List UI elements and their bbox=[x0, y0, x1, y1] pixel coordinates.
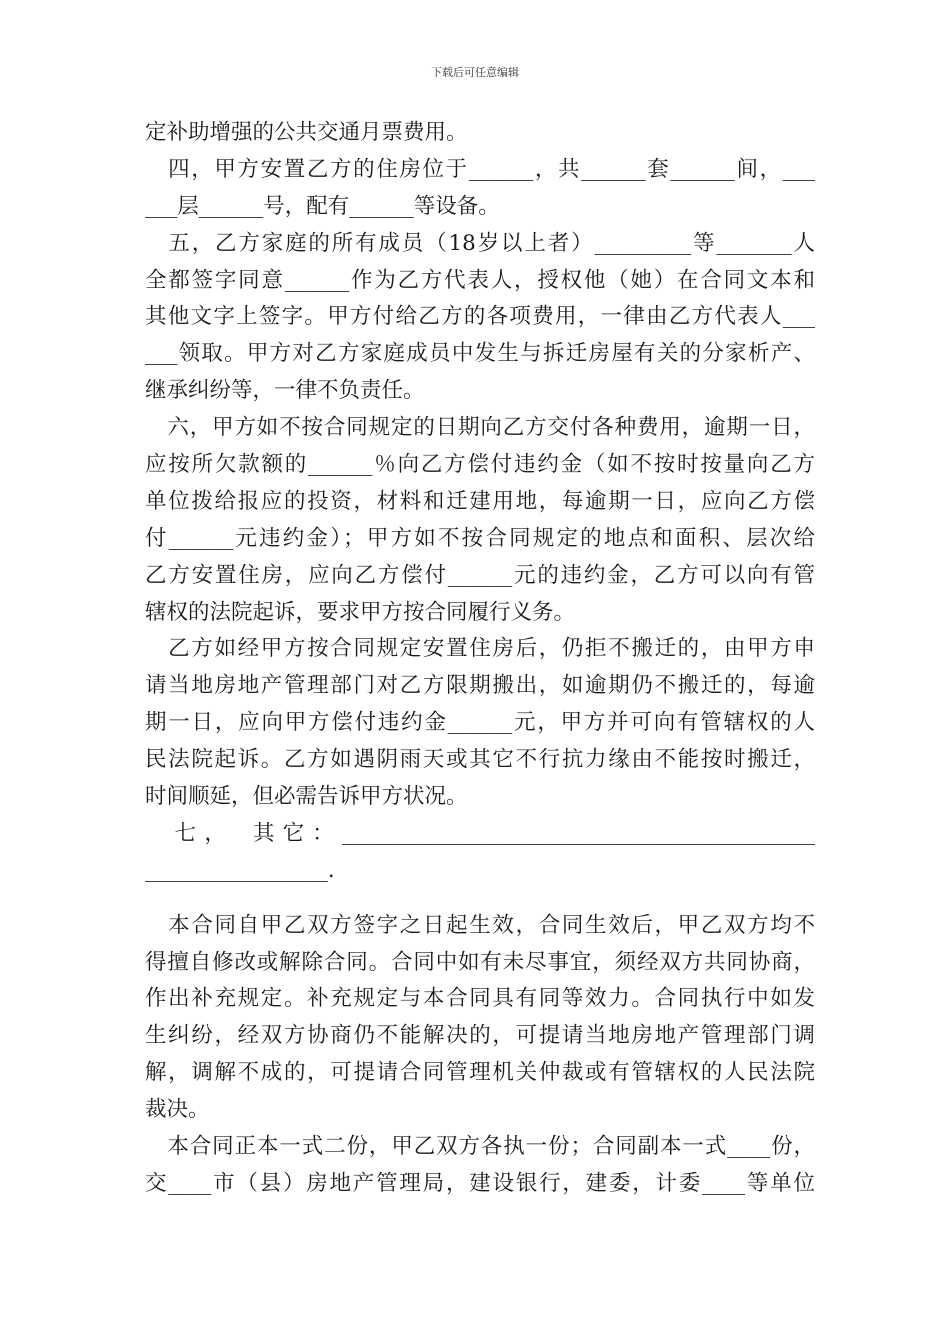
text-line: 七， 其它：____________________________________________ bbox=[145, 820, 815, 846]
text-line: 付______元违约金）；甲方如不按合同规定的地点和面积、层次给 bbox=[145, 525, 815, 551]
text-line: 应按所欠款额的______％向乙方偿付违约金（如不按时按量向乙方 bbox=[145, 452, 815, 478]
text-line: 单位拨给报应的投资，材料和迁建用地，每逾期一日，应向乙方偿 bbox=[145, 488, 815, 514]
text-line: 五，乙方家庭的所有成员（18岁以上者）_________等_______人 bbox=[145, 230, 815, 256]
document-body bbox=[145, 115, 815, 1203]
text-line: 乙方如经甲方按合同规定安置住房后，仍拒不搬迁的，由甲方申 bbox=[145, 636, 815, 662]
text-line: 定补助增强的公共交通月票费用。 bbox=[145, 120, 468, 145]
page-header: 下载后可任意编辑 bbox=[431, 66, 519, 79]
text-line: _________________. bbox=[145, 857, 335, 883]
text-line: 生纠纷，经双方协商仍不能解决的，可提请当地房地产管理部门调 bbox=[145, 1023, 815, 1049]
text-line: ___领取。甲方对乙方家庭成员中发生与拆迁房屋有关的分家析产、 bbox=[145, 341, 815, 367]
text-line: 得擅自修改或解除合同。合同中如有未尽事宜，须经双方共同协商， bbox=[145, 949, 815, 975]
text-line: 继承纠纷等，一律不负责任。 bbox=[145, 378, 425, 404]
text-line: 其他文字上签字。甲方付给乙方的各项费用，一律由乙方代表人___ bbox=[145, 304, 815, 330]
text-line: 六，甲方如不按合同规定的日期向乙方交付各种费用，逾期一日， bbox=[145, 415, 815, 441]
text-line: 本合同正本一式二份，甲乙双方各执一份；合同副本一式____份， bbox=[145, 1134, 815, 1160]
text-line: 期一日，应向甲方偿付违约金______元，甲方并可向有管辖权的人 bbox=[145, 710, 815, 736]
text-line: 辖权的法院起诉，要求甲方按合同履行义务。 bbox=[145, 599, 576, 625]
text-line: 交____市（县）房地产管理局，建设银行，建委，计委____等单位 bbox=[145, 1170, 815, 1196]
text-line: 四，甲方安置乙方的住房位于______，共______套______间，___ bbox=[145, 156, 815, 182]
text-line: ___层______号，配有______等设备。 bbox=[145, 193, 500, 219]
text-line: 裁决。 bbox=[145, 1097, 210, 1123]
paragraph-gap bbox=[145, 890, 815, 908]
text-line: 乙方安置住房，应向乙方偿付______元的违约金，乙方可以向有管 bbox=[145, 562, 815, 588]
text-line: 请当地房地产管理部门对乙方限期搬出，如逾期仍不搬迁的，每逾 bbox=[145, 673, 815, 699]
text-line: 解，调解不成的，可提请合同管理机关仲裁或有管辖权的人民法院 bbox=[145, 1060, 815, 1086]
text-line: 时间顺延，但必需告诉甲方状况。 bbox=[145, 784, 468, 810]
text-line: 全都签字同意______作为乙方代表人，授权他（她）在合同文本和 bbox=[145, 267, 815, 293]
text-line: 作出补充规定。补充规定与本合同具有同等效力。合同执行中如发 bbox=[145, 986, 815, 1012]
text-line: 民法院起诉。乙方如遇阴雨天或其它不行抗力缘由不能按时搬迁， bbox=[145, 747, 815, 773]
text-line: 本合同自甲乙双方签字之日起生效，合同生效后，甲乙双方均不 bbox=[145, 912, 815, 938]
